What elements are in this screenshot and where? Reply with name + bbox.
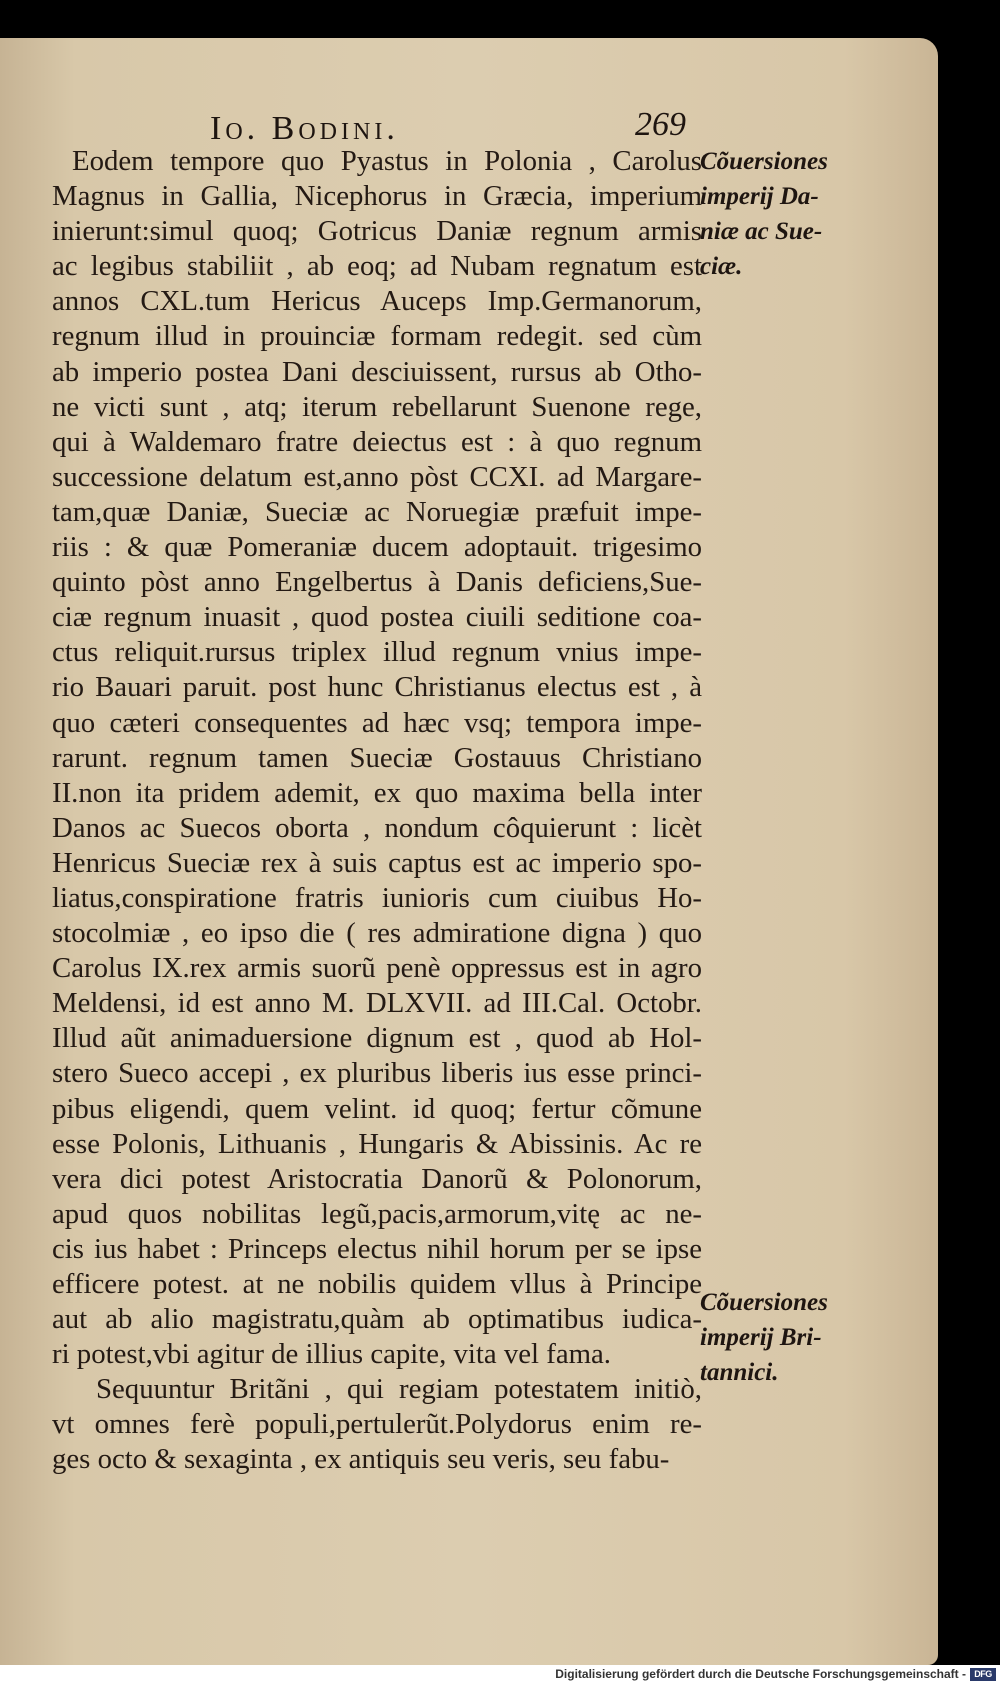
text-line: pibus eligendi, quem velint. id quoq; fertur cõmune — [52, 1092, 702, 1125]
marginal-line: imperij Bri- — [700, 1324, 822, 1351]
text-line: rarunt. regnum tamen Sueciæ Gostauus Christiano — [52, 741, 702, 774]
text-line: stocolmiæ , eo ipso die ( res admiratione digna ) quo — [52, 917, 702, 950]
text-line: Illud aũt animaduersione dignum est , quod ab Hol- — [52, 1022, 702, 1055]
text-line: quinto pòst anno Engelbertus à Danis deficiens,Sue- — [52, 566, 702, 599]
text-line: Danos ac Suecos oborta , nondum côquierunt : licèt — [52, 811, 702, 844]
text-line: Carolus IX.rex armis suorũ penè oppressus est in agro — [52, 952, 702, 985]
text-line: ab imperio postea Dani desciuissent, rursus ab Otho- — [52, 355, 702, 388]
text-line: ac legibus stabiliit , ab eoq; ad Nubam regnatum est — [52, 250, 702, 283]
text-line: ne victi sunt , atq; iterum rebellarunt Suenone rege, — [52, 390, 702, 423]
text-line: liatus,conspiratione fratris iunioris cum ciuibus Ho- — [52, 881, 702, 914]
text-line: regnum illud in prouinciæ formam redegit. sed cùm — [52, 320, 702, 353]
text-line: rio Bauari paruit. post hunc Christianus electus est , à — [52, 671, 702, 704]
page-number: 269 — [635, 106, 686, 143]
running-title: Io. Bodini. — [210, 110, 399, 147]
text-line: qui à Waldemaro fratre deiectus est : à quo regnum — [52, 425, 702, 458]
digitization-footer — [0, 1665, 1000, 1685]
text-line: Magnus in Gallia, Nicephorus in Græcia, imperium — [52, 180, 702, 213]
marginal-line: tannici. — [700, 1359, 779, 1386]
text-line: successione delatum est,anno pòst CCXI. ad Margare- — [52, 460, 702, 493]
text-line: efficere potest. at ne nobilis quidem vllus à Principe — [52, 1268, 702, 1300]
text-line: Eodem tempore quo Pyastus in Polonia , Carolus — [72, 145, 702, 177]
text-line: riis : & quæ Pomeraniæ ducem adoptauit. trigesimo — [52, 531, 702, 564]
text-line: ri potest,vbi agitur de illius capite, vita vel fama. — [52, 1338, 611, 1371]
text-line: vt omnes ferè populi,pertulerũt.Polydorus enim re- — [52, 1408, 702, 1441]
text-line: Meldensi, id est anno M. DLXVII. ad III.Cal. Octobr. — [52, 987, 702, 1020]
text-line: annos CXL.tum Hericus Auceps Imp.Germanorum, — [52, 285, 702, 318]
text-line: ciæ regnum inuasit , quod postea ciuili seditione coa- — [52, 601, 702, 634]
dfg-logo: DFG — [970, 1668, 996, 1681]
text-line: aut ab alio magistratu,quàm ab optimatibus iudica- — [52, 1303, 702, 1336]
main-text-block — [52, 144, 702, 1478]
text-line: Sequuntur Britãni , qui regiam potestatem initiò, — [96, 1373, 702, 1406]
text-line: ctus reliquit.rursus triplex illud regnum vnius impe- — [52, 636, 702, 669]
text-line: tam,quæ Daniæ, Sueciæ ac Noruegiæ præfuit impe- — [52, 495, 702, 528]
text-line: esse Polonis, Lithuanis , Hungaris & Abissinis. Ac re — [52, 1127, 702, 1160]
marginal-line: Cõuersiones — [700, 148, 828, 175]
text-line: apud quos nobilitas legũ,pacis,armorum,vitę ac ne- — [52, 1197, 702, 1230]
text-line: ges octo & sexaginta , ex antiquis seu veris, seu fabu- — [52, 1443, 670, 1476]
text-line: inierunt:simul quoq; Gotricus Daniæ regnum armis — [52, 215, 702, 248]
text-line: II.non ita pridem ademit, ex quo maxima bella inter — [52, 776, 702, 809]
text-line: vera dici potest Aristocratia Danorũ & Polonorum, — [52, 1162, 702, 1195]
marginal-note-daniae — [700, 144, 900, 284]
marginal-line: ciæ. — [700, 253, 743, 280]
marginal-line: Cõuersiones — [700, 1289, 828, 1316]
funding-credit: Digitalisierung gefördert durch die Deutsche Forschungsgemeinschaft - — [555, 1667, 966, 1681]
text-line: Henricus Sueciæ rex à suis captus est ac imperio spo- — [52, 846, 702, 879]
marginal-note-britannici — [700, 1285, 900, 1390]
text-line: cis ius habet : Princeps electus nihil horum per se ipse — [52, 1232, 702, 1265]
marginal-line: niæ ac Sue- — [700, 218, 823, 245]
marginal-line: imperij Da- — [700, 183, 819, 210]
text-line: quo cæteri consequentes ad hæc vsq; tempora impe- — [52, 706, 702, 739]
text-line: stero Sueco accepi , ex pluribus liberis ius esse princi- — [52, 1057, 702, 1090]
